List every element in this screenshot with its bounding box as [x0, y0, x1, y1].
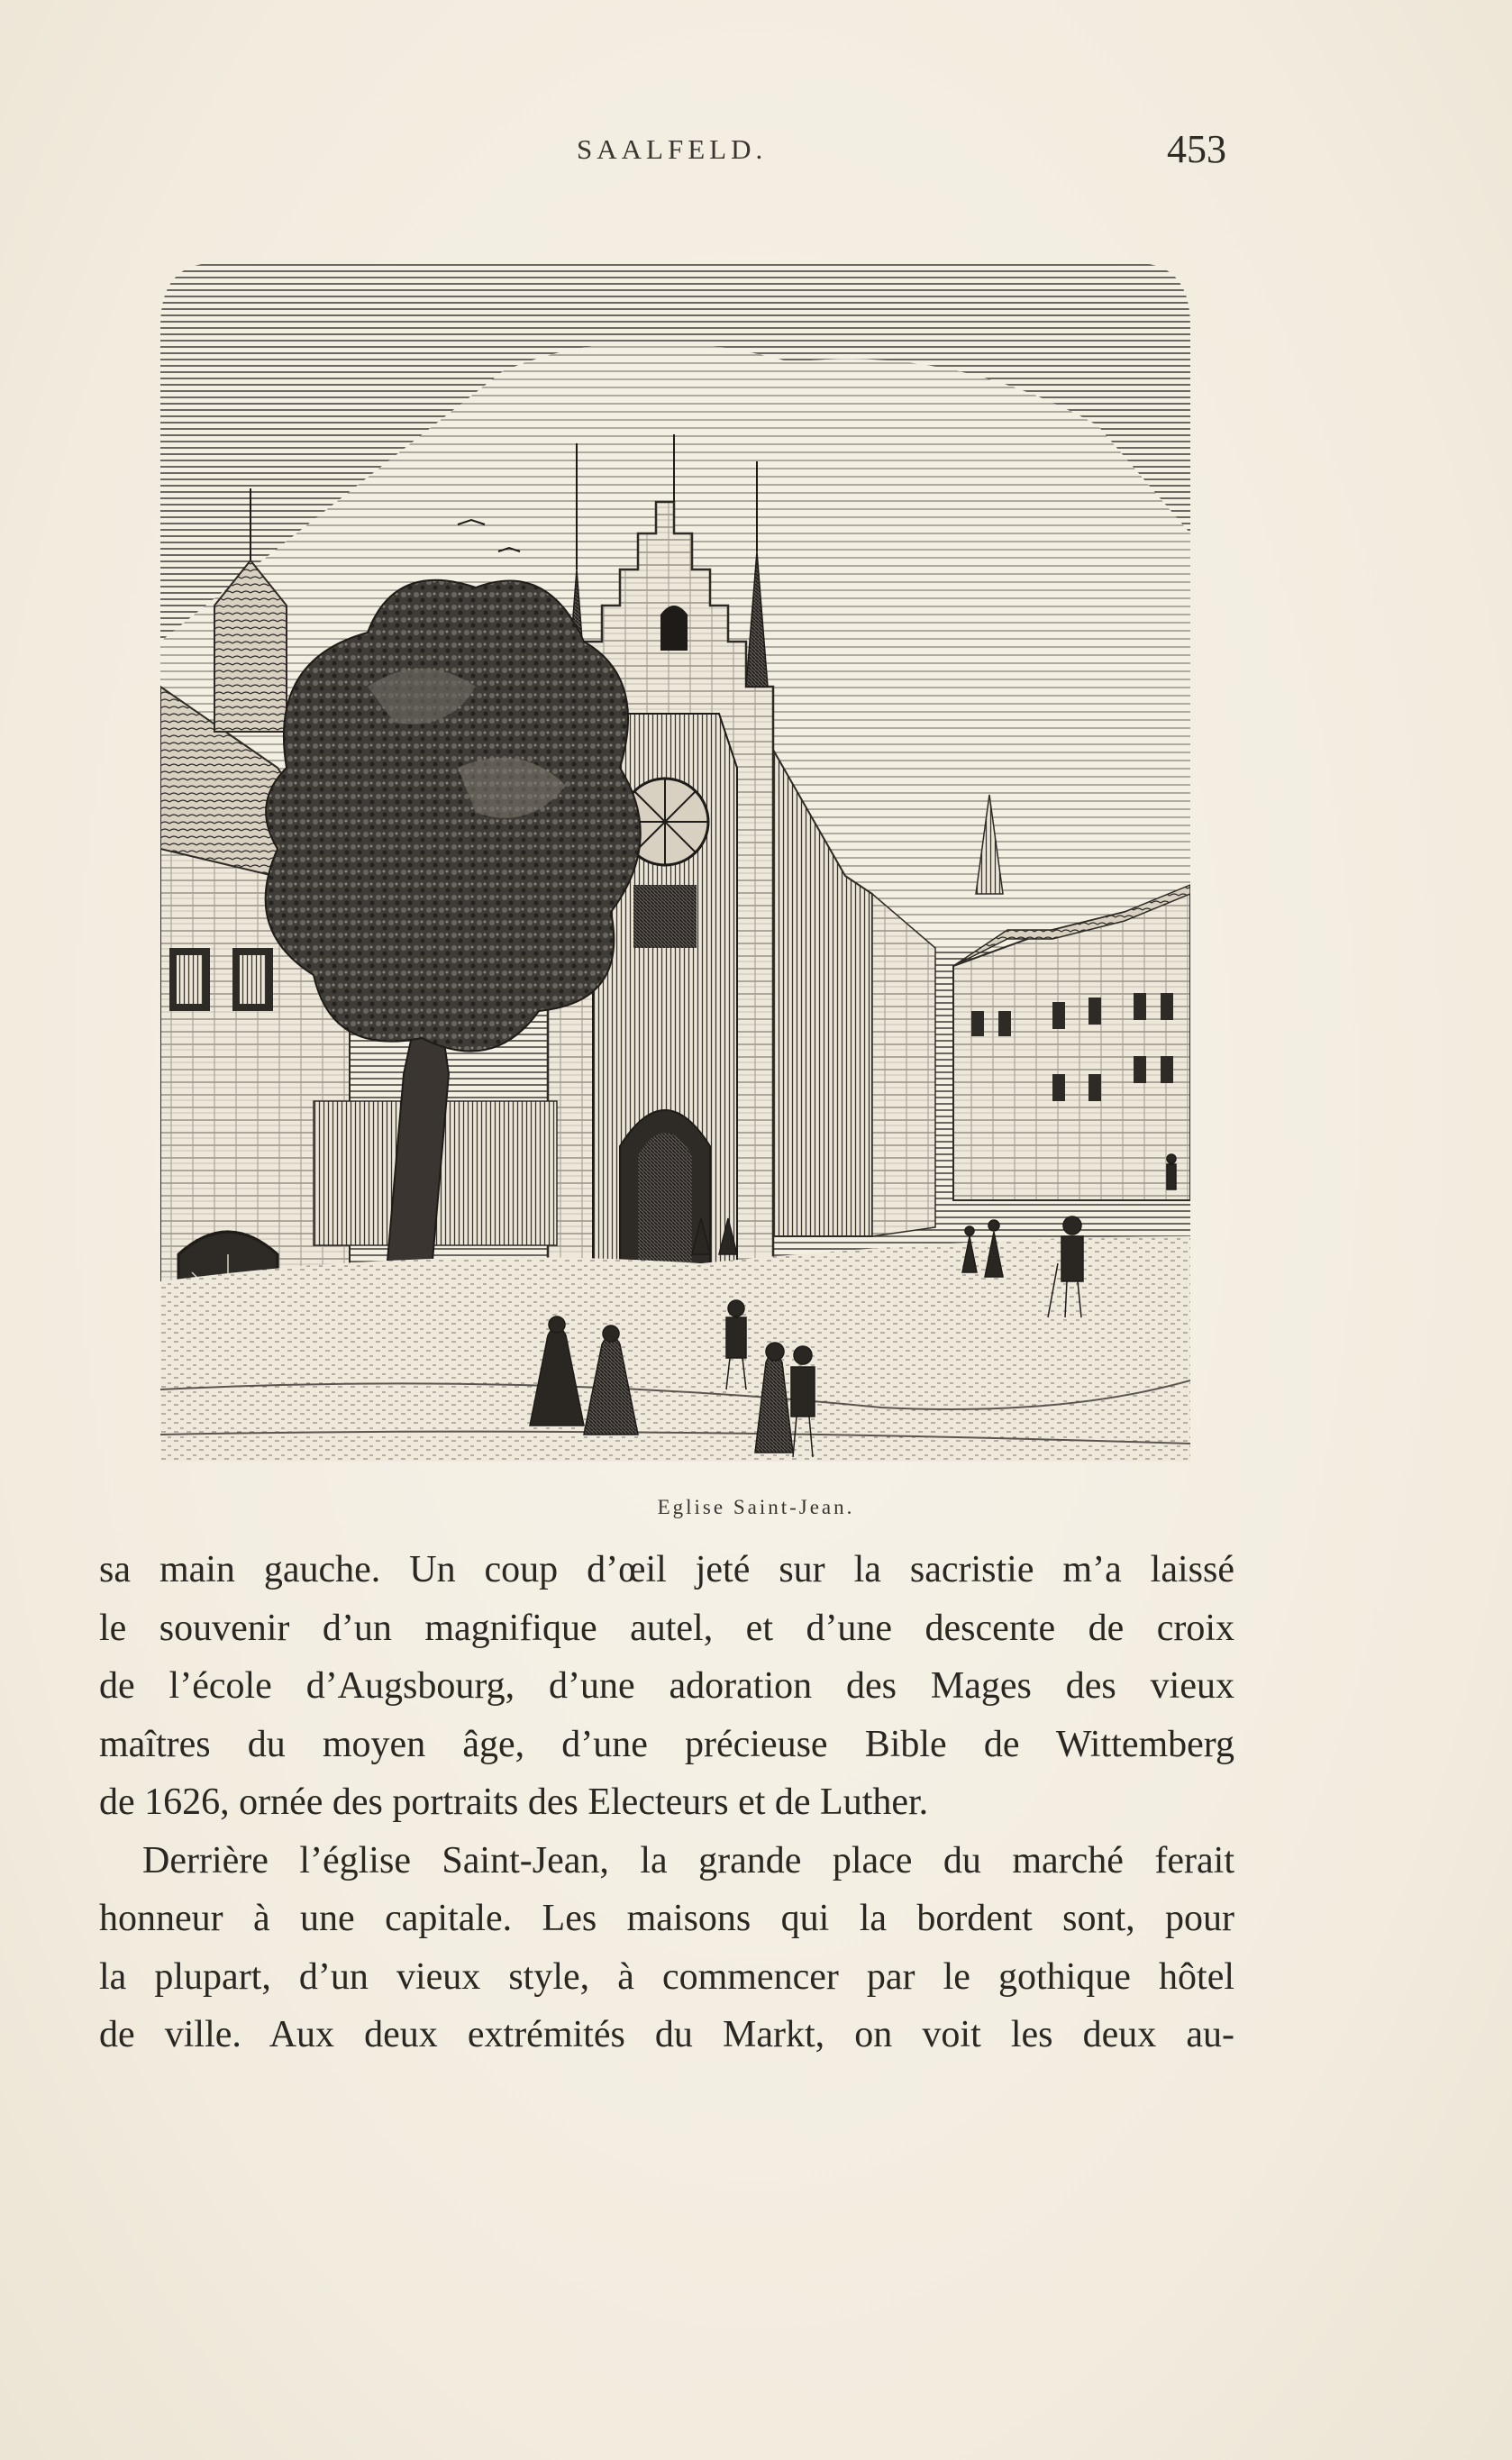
text-line: de 1626, ornée des portraits des Electeurs et de Luther. — [99, 1781, 929, 1823]
church-engraving — [160, 263, 1190, 1471]
text-line: de ville. Aux deux extrémités du Markt, on voit les deux au- — [99, 2014, 1234, 2055]
body-text — [99, 1541, 1234, 2064]
text-line: le souvenir d’un magnifique autel, et d’une descente de croix — [99, 1607, 1234, 1649]
text-line: Derrière l’église Saint-Jean, la grande place du marché ferait — [142, 1839, 1234, 1881]
page-number: 453 — [1167, 127, 1226, 171]
text-line: la plupart, d’un vieux style, à commencer par le gothique hôtel — [99, 1955, 1234, 1998]
text-line: sa main gauche. Un coup d’œil jeté sur la sacristie m’a laissé — [99, 1549, 1234, 1590]
running-head: SAALFELD. — [577, 133, 768, 165]
figure-caption: Eglise Saint-Jean. — [657, 1496, 855, 1518]
text-line: honneur à une capitale. Les maisons qui la bordent sont, pour — [99, 1898, 1234, 1939]
text-line: de l’école d’Augsbourg, d’une adoration des Mages des vieux — [99, 1665, 1234, 1707]
text-line: maîtres du moyen âge, d’une précieuse Bible de Wittemberg — [99, 1723, 1234, 1765]
